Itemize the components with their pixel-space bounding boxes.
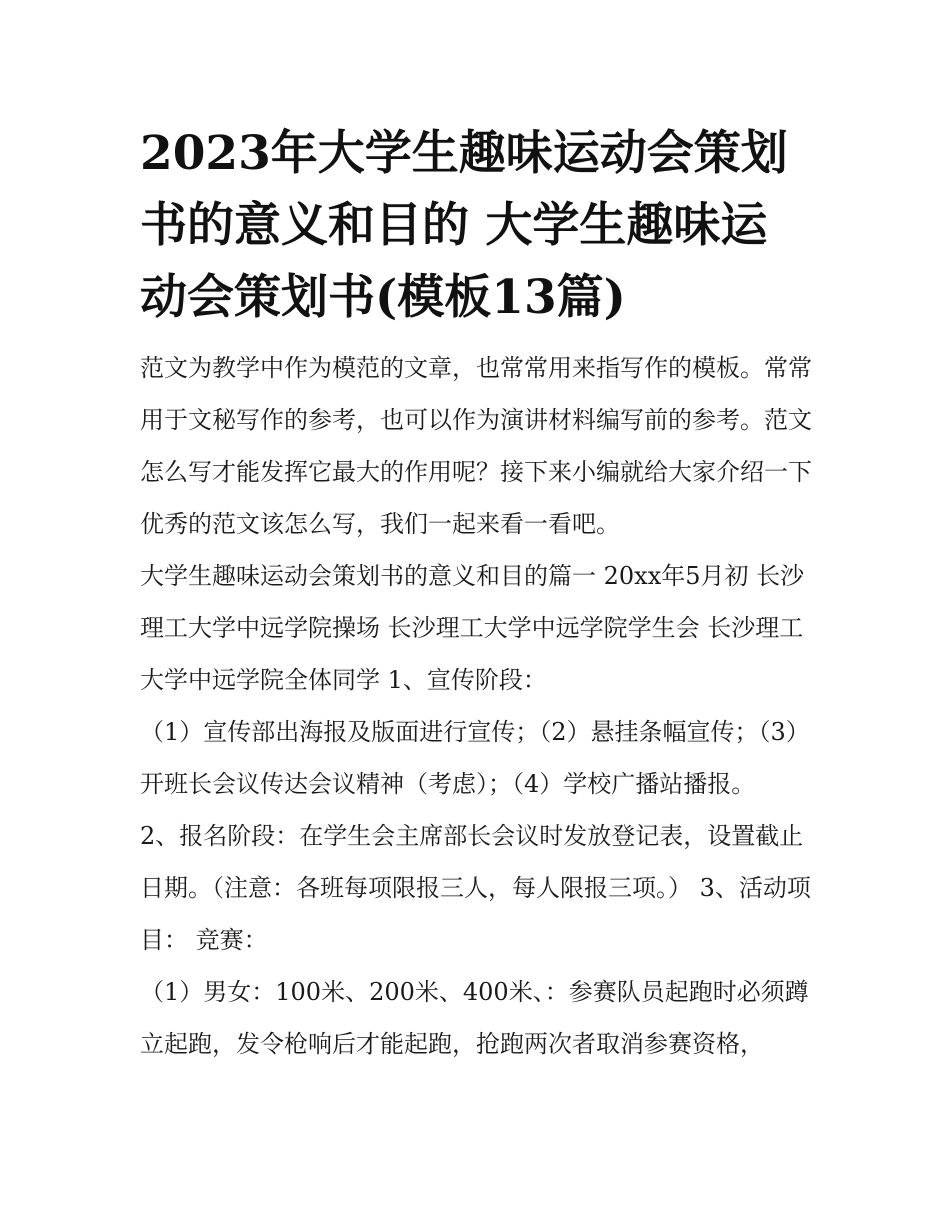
paragraph-intro: 范文为教学中作为模范的文章，也常常用来指写作的模板。常常用于文秘写作的参考，也可以作为演讲材料编写前的参考。范文怎么写才能发挥它最大的作用呢？接下来小编就给大家介绍一下优秀的范文该怎么写，我们一起来看一看吧。 (140, 354, 812, 538)
document-title: 2023年大学生趣味运动会策划书的意义和目的 大学生趣味运动会策划书(模板13篇) (140, 126, 788, 325)
paragraph-article-one: 大学生趣味运动会策划书的意义和目的篇一 20xx年5月初 长沙理工大学中远学院操场 长沙理工大学中远学院学生会 长沙理工大学中远学院全体同学 1、宣传阶段： (140, 562, 805, 694)
paragraph-sprint-rules: （1）男女：100米、200米、400米、：参赛队员起跑时必须蹲立起跑，发令枪响后才能起跑，抢跑两次者取消参赛资格， (140, 978, 809, 1058)
paragraph-publicity-steps: （1）宣传部出海报及版面进行宣传；（2）悬挂条幅宣传；（3）开班长会议传达会议精神（考虑）；（4）学校广播站播报。 (140, 718, 810, 798)
paragraph-registration: 2、报名阶段：在学生会主席部长会议时发放登记表，设置截止日期。（注意：各班每项限报三人，每人限报三项。） 3、活动项目： 竞赛： (140, 822, 811, 954)
document-content (140, 118, 812, 1070)
